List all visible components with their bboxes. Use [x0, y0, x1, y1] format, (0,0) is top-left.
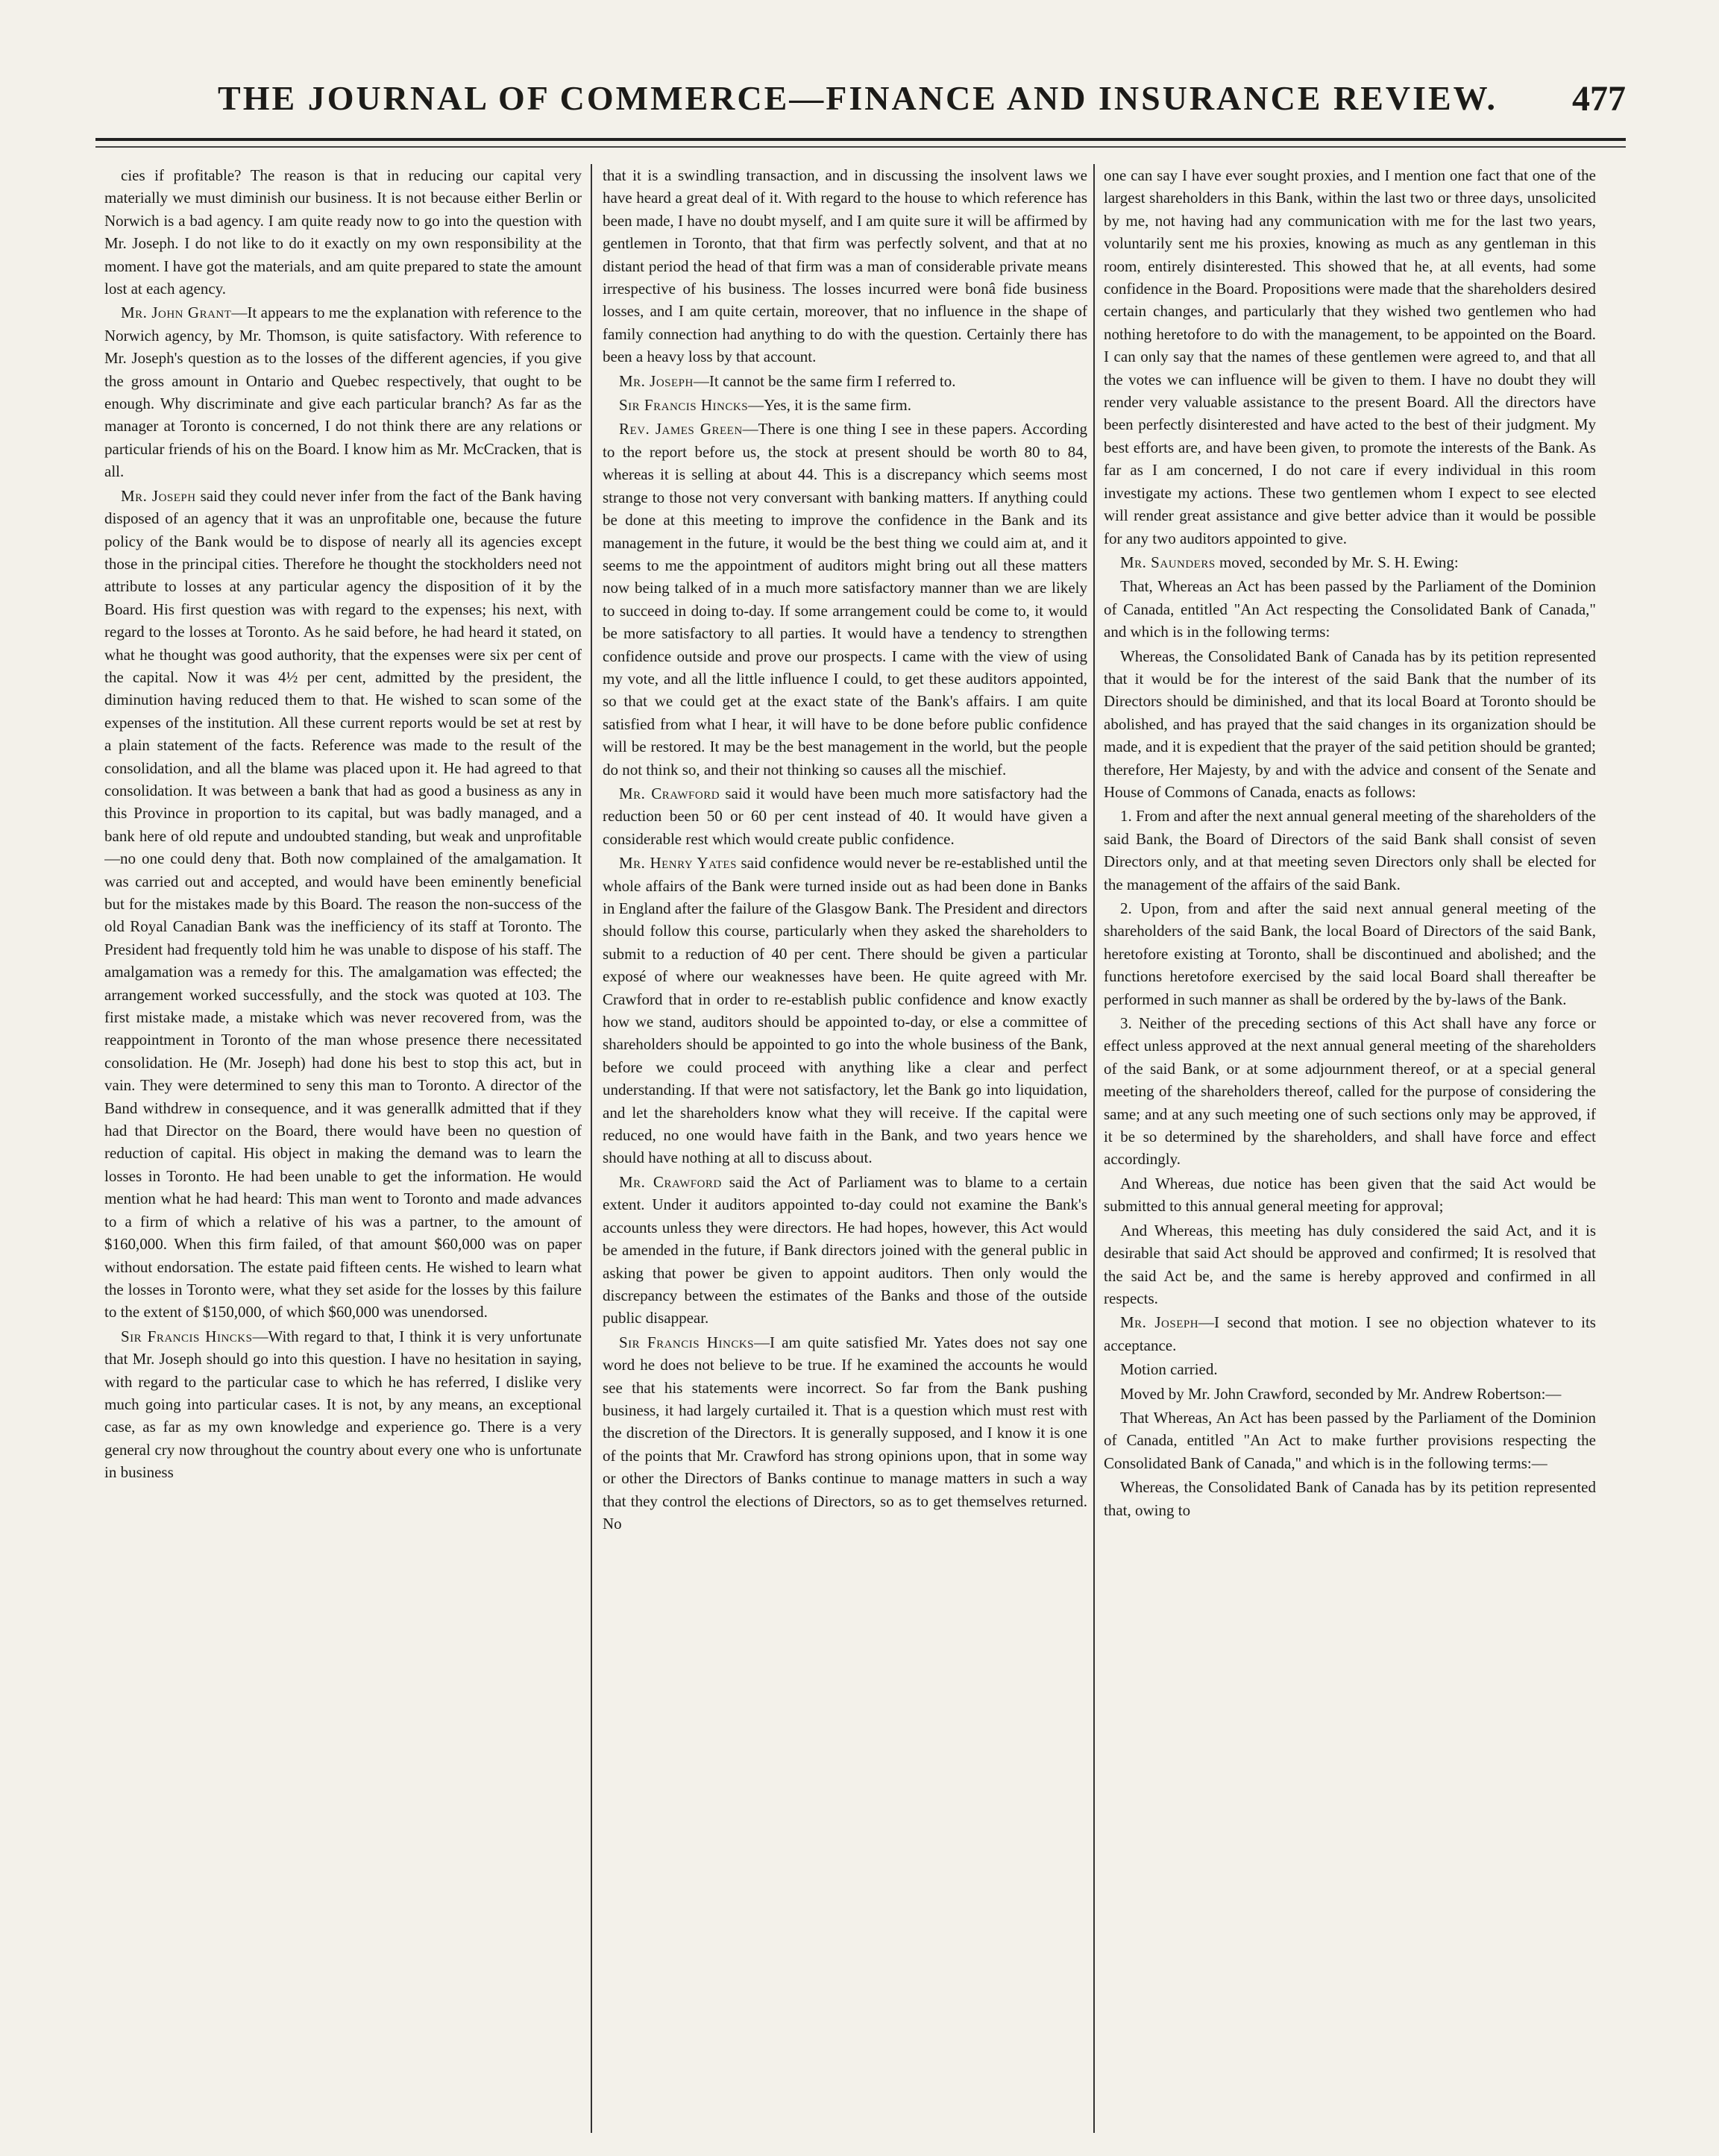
running-title: THE JOURNAL OF COMMERCE—FINANCE AND INSURANCE REVIEW. [218, 79, 1498, 117]
paragraph-text: —With regard to that, I think it is very unfortunate that Mr. Joseph should go into this question. I have no hesitation in saying, with regard to the particular case to which he has referred, I dislike very much going into particular cases. It is not, by any means, an exceptional case, as far as my own knowledge and experience go. There is a very general cry now throughout the country about every one who is unfortunate in business [104, 1327, 582, 1482]
paragraph-text: 2. Upon, from and after the said next annual general meeting of the shareholders of the said Bank, the local Board of Directors of the said Bank, heretofore existing at Toronto, shall be discontinued and abolished; and the functions heretofore exercised by the said local Board shall thereafter be performed in such manner as shall be ordered by the by-laws of the Bank. [1104, 899, 1596, 1008]
paragraph [1104, 575, 1596, 643]
speaker-name: Mr. John Grant [121, 304, 232, 322]
paragraph-text: —Yes, it is the same firm. [748, 396, 911, 415]
speaker-name: Mr. Henry Yates [619, 854, 737, 873]
text-column-3 [1104, 164, 1596, 2133]
paragraph [1104, 1476, 1596, 1521]
paragraph [104, 301, 582, 483]
paragraph-text: 3. Neither of the preceding sections of this Act shall have any force or effect unless approved at the next annual general meeting of the shareholders of the said Bank, or at some adjournment thereof, or at a special general meeting of the shareholders thereof, called for the purpose of considering the same; and at any such meeting one of such sections only may be approved, if it be so determined by the shareholders, and shall have force and effect accordingly. [1104, 1014, 1596, 1169]
paragraph-text: And Whereas, this meeting has duly considered the said Act, and it is desirable that said Act should be approved and confirmed; It is resolved that the said Act be, and the same is hereby approved and confirmed in all respects. [1104, 1221, 1596, 1307]
paragraph-text: cies if profitable? The reason is that in reducing our capital very materially we must diminish our business. It is not because either Berlin or Norwich is a bad agency. I am quite ready now to go into the question with Mr. Joseph. I do not like to do it exactly on my own responsibility at the moment. I have got the materials, and am quite prepared to state the amount lost at each agency. [104, 166, 582, 298]
paragraph [1104, 1358, 1596, 1380]
paragraph [1104, 1172, 1596, 1218]
paragraph [1104, 1407, 1596, 1474]
speaker-name: Mr. Saunders [1120, 553, 1216, 571]
paragraph [603, 164, 1087, 368]
paragraph [1104, 551, 1596, 573]
paragraph-text: moved, seconded by Mr. S. H. Ewing: [1215, 553, 1459, 571]
column-divider [591, 164, 592, 2133]
paragraph [1104, 1219, 1596, 1310]
paragraph-text: That Whereas, An Act has been passed by the Parliament of the Dominion of Canada, entitled "An Act to make further provisions respecting the Consolidated Bank of Canada," and which is in the following terms:— [1104, 1408, 1596, 1472]
paragraph [603, 370, 1087, 392]
speaker-name: Rev. James Green [619, 420, 743, 439]
column-divider [1093, 164, 1095, 2133]
speaker-name: Sir Francis Hincks [121, 1327, 253, 1345]
header-rule-thin [95, 146, 1626, 148]
speaker-name: Sir Francis Hincks [619, 396, 749, 415]
paragraph [1104, 1311, 1596, 1357]
paragraph [104, 164, 582, 300]
paragraph [1104, 164, 1596, 550]
speaker-name: Sir Francis Hincks [619, 1333, 754, 1351]
text-column-2 [603, 164, 1087, 2133]
paragraph-text: That, Whereas an Act has been passed by the Parliament of the Dominion of Canada, entitled "An Act respecting the Consolidated Bank of Canada," and which is in the following terms: [1104, 577, 1596, 641]
speaker-name: Mr. Joseph [619, 371, 694, 390]
paragraph-text: said they could never infer from the fact of the Bank having disposed of an agency that it was an unprofitable one, because the future policy of the Bank would be to dispose of nearly all its agencies except those in the principal cities. Therefore he thought the stockholders need not attribute to losses at any particular agency the disposition of it by the Board. His first question was with regard to the expenses; his next, with regard to the losses at Toronto. As he said before, he had heard it stated, on what he thought was good authority, that the expenses were six per cent of the capital. Now it was 4½ per cent, admitted by the president, the diminution having reduced them to that. He wished to scan some of the expenses of the institution. All these current reports would be set at rest by a plain statement of the facts. Reference was made to the result of the consolidation, and all the blame was placed upon it. He had agreed to that consolidation. It was between a bank that had as good a business as any in this Province in proportion to its capital, but was badly managed, and a bank here of old repute and undoubted standing, but weak and unprofitable—no one could deny that. Both now complained of the amalgamation. It was carried out and accepted, and would have been eminently beneficial but for the mistakes made by this Board. The reason the non-success of the old Royal Canadian Bank was the inefficiency of its staff at Toronto. The President had frequently told him he was unable to dispose of his staff. The amalgamation was a remedy for this. The amalgamation was effected; the arrangement worked successfully, and the stock was quoted at 103. The first mistake made, a mistake which was never recovered from, was the reappointment in Toronto of the man whose presence there necessitated consolidation. He (Mr. Joseph) had done his best to stop this act, but in vain. They were determined to seny this man to Toronto. A director of the Band withdrew in consequence, and it was generallk admitted that if they had that Director on the Board, there would have been no question of reduction of capital. His object in making the demand was to learn the losses in Toronto. He had been unable to get the information. He would mention what he had heard: This man went to Toronto and made advances to a firm of which a relative of his was a partner, to the amount of $160,000. When this firm failed, of that amount $60,000 was on paper without endorsation. The estate paid fifteen cents. He wished to learn what the losses in Toronto were, what they set aside for the losses by this failure to the extent of $150,000, of which $60,000 was unendorsed. [104, 486, 582, 1321]
paragraph-text: Moved by Mr. John Crawford, seconded by Mr. Andrew Robertson:— [1120, 1384, 1562, 1403]
paragraph [104, 1325, 582, 1484]
page-header [89, 71, 1626, 131]
paragraph-text: —It appears to me the explanation with reference to the Norwich agency, by Mr. Thomson, is quite satisfactory. With reference to Mr. Joseph's question as to the losses of the different agencies, if you give the gross amount in Ontario and Quebec respectively, that ought to be enough. Why discriminate and give each particular branch? As far as the manager at Toronto is concerned, I do not think there are any relations or particular friends of his on the Board. I know him as Mr. McCracken, that is all. [104, 304, 582, 481]
paragraph-text: that it is a swindling transaction, and in discussing the insolvent laws we have heard a great deal of it. With regard to the house to which reference has been made, I have no doubt myself, and I am quite sure it will be affirmed by gentlemen in Toronto, that that firm was perfectly solvent, and that at no distant period the head of that firm was a man of considerable private means irrespective of his business. The losses incurred were bonâ fide business losses, and I am quite certain, moreover, that no influence in the shape of family connection had anything to do with the question. Certainly there has been a heavy loss by that account. [603, 166, 1087, 366]
paragraph [603, 394, 1087, 416]
paragraph-text: —I second that motion. I see no objection whatever to its acceptance. [1104, 1313, 1596, 1354]
speaker-name: Mr. Joseph [121, 486, 196, 505]
paragraph [1104, 805, 1596, 896]
speaker-name: Mr. Joseph [1120, 1313, 1199, 1332]
paragraph-text: —I am quite satisfied Mr. Yates does not say one word he does not believe to be true. If he examined the accounts he would see that his statements were incorrect. So far from the Bank pushing business, it had largely curtailed it. That is a question which must rest with the discretion of the Directors. It is generally supposed, and I know it is one of the points that Mr. Crawford has strong opinions upon, that in some way or other the Directors of Banks continue to manage matters in such a way that they control the elections of Directors, so as to get themselves returned. No [603, 1333, 1087, 1533]
paragraph [104, 485, 582, 1324]
paragraph [1104, 645, 1596, 804]
paragraph-text: said it would have been much more satisfactory had the reduction been 50 or 60 per cent instead of 40. It would have given a considerable rest which would create public confidence. [603, 784, 1087, 848]
paragraph-text: said confidence would never be re-established until the whole affairs of the Bank were turned inside out as had been done in Banks in England after the failure of the Glasgow Bank. The President and directors should follow this course, particularly when they asked the shareholders to submit to a reduction of 40 per cent. There should be given a particular exposé of where our weaknesses have been. He quite agreed with Mr. Crawford that in order to re-establish public confidence and know exactly how we stand, auditors should be appointed to-day, or else a committee of shareholders should be appointed to go into the whole business of the Bank, before we could proceed with anything like a clear and perfect understanding. If that were not satisfactory, let the Bank go into liquidation, and let the shareholders know what they will receive. If the capital were reduced, no one would have faith in the Bank, and two years hence we should have nothing at all to discuss about. [603, 854, 1087, 1167]
paragraph-text: Whereas, the Consolidated Bank of Canada has by its petition represented that it would be for the interest of the said Bank that the number of its Directors should be diminished, and that its local Board at Toronto should be abolished, and has prayed that the said changes in its organization should be made, and it is expedient that the prayer of the said petition should be granted; therefore, Her Majesty, by and with the advice and consent of the Senate and House of Commons of Canada, enacts as follows: [1104, 647, 1596, 801]
paragraph-text: one can say I have ever sought proxies, and I mention one fact that one of the largest shareholders in this Bank, within the last two or three days, unsolicited by me, not having had any communication with me for the last two years, voluntarily sent me his proxies, knowing as much as any gentleman in this room, entirely disinterested. This showed that he, at all events, had some confidence in the Board. Propositions were made that the shareholders desired certain changes, and particularly that they wished two gentlemen who had nothing heretofore to do with the management, to be appointed on the Board. I can only say that the names of these gentlemen were agreed to, and that all the votes we can influence will be given to them. I have no doubt they will render very valuable assistance to the present Board. All the directors have been perfectly disinterested and have acted to the best of their judgment. My best efforts are, and have been given, to promote the interests of the Bank. As far as I am concerned, I do not care if every individual in this room investigate my actions. These two gentlemen whom I expect to see elected will render great assistance and give better advice than it would be possible for any two auditors appointed to give. [1104, 166, 1596, 547]
paragraph-text: 1. From and after the next annual general meeting of the shareholders of the said Bank, the Board of Directors of the said Bank shall consist of seven Directors only, and at that meeting seven Directors only shall be elected for the management of the affairs of the said Bank. [1104, 807, 1596, 893]
paragraph-text: —There is one thing I see in these papers. According to the report before us, the stock at present should be worth 80 to 84, whereas it is selling at about 44. This is a discrepancy which seems most strange to those not very conversant with banking matters. If anything could be done at this meeting to improve the confidence in the Bank and its management in the future, it would be the best thing we could aim at, and it seems to me the appointment of auditors might bring out all these matters now being talked of in a much more satisfactory manner than we are likely to succeed in doing to-day. If some arrangement could be come to, it would be more satisfactory to all parties. It would have a tendency to strengthen confidence outside and prove our prospects. I came with the view of using my vote, and all the little influence I could, to get these auditors appointed, so that we could get at the exact state of the Bank's affairs. I am quite satisfied from what I hear, it will have to be done before public confidence will be restored. It may be the best management in the world, but the people do not think so, and their not thinking so causes all the mischief. [603, 420, 1087, 779]
paragraph-text: —It cannot be the same firm I referred to. [693, 371, 956, 390]
paragraph [603, 782, 1087, 850]
speaker-name: Mr. Crawford [619, 784, 720, 802]
paragraph [1104, 1383, 1596, 1405]
paragraph [1104, 897, 1596, 1011]
paragraph [603, 1331, 1087, 1536]
paragraph-text: Whereas, the Consolidated Bank of Canada has by its petition represented that, owing to [1104, 1478, 1596, 1519]
text-column-1 [104, 164, 582, 2133]
paragraph [603, 1171, 1087, 1330]
paragraph-text: And Whereas, due notice has been given that the said Act would be submitted to this annual general meeting for approval; [1104, 1174, 1596, 1216]
paragraph-text: said the Act of Parliament was to blame to a certain extent. Under it auditors appointed to-day could not examine the Bank's accounts unless they were directors. He had hopes, however, this Act would be amended in the future, if Bank directors joined with the general public in asking that power be given to appoint auditors. Then only would the discrepancy between the estimates of the Banks and those of the outside public disappear. [603, 1172, 1087, 1327]
speaker-name: Mr. Crawford [619, 1172, 722, 1191]
paragraph-text: Motion carried. [1120, 1360, 1218, 1379]
header-rule-thick [95, 138, 1626, 141]
page-number: 477 [1572, 79, 1626, 119]
paragraph [603, 418, 1087, 781]
paragraph [603, 852, 1087, 1169]
paragraph [1104, 1012, 1596, 1171]
